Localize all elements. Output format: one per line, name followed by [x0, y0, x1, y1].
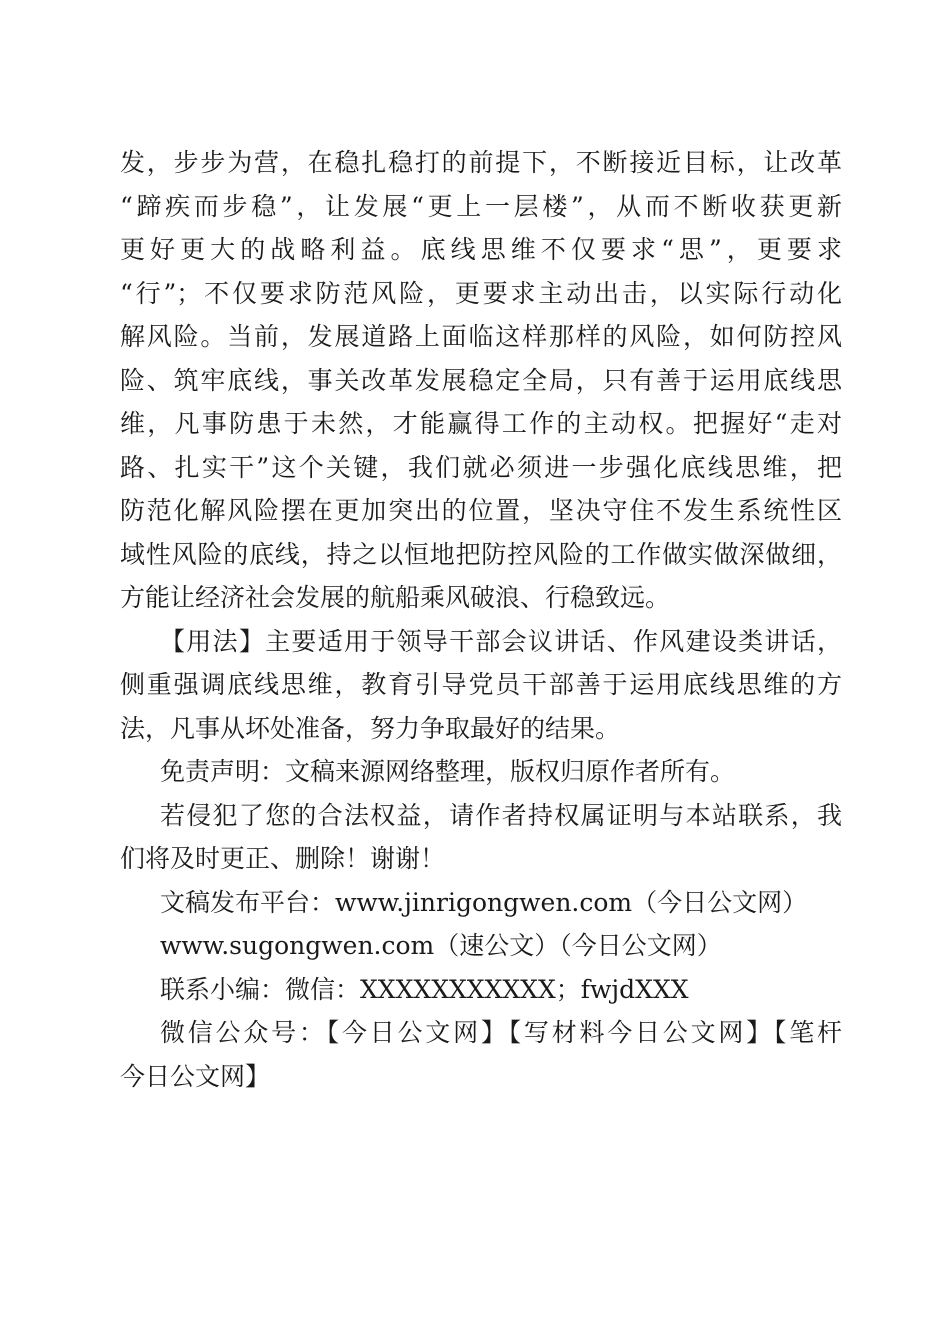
- text-line: 解风险。当前，发展道路上面临这样那样的风险，如何防控风: [120, 322, 842, 351]
- paragraph-bottom-line-thinking: [120, 141, 842, 620]
- text-line: 若侵犯了您的合法权益，请作者持权属证明与本站联系，我: [160, 800, 842, 830]
- paragraph-disclaimer: [120, 750, 842, 794]
- text-line: 文稿发布平台：www.jinrigongwen.com（今日公文网）: [160, 887, 808, 917]
- text-line: “行”；不仅要求防范风险，更要求主动出击，以实际行动化: [120, 278, 842, 308]
- text-line: 险、筑牢底线，事关改革发展稳定全局，只有善于运用底线思: [120, 365, 842, 395]
- text-line: 法，凡事从坏处准备，努力争取最好的结果。: [120, 713, 621, 743]
- paragraph-infringement: [120, 794, 842, 881]
- text-line: 【用法】主要适用于领导干部会议讲话、作风建设类讲话，: [160, 626, 842, 656]
- paragraph-usage: [120, 620, 842, 751]
- text-line: 免责声明：文稿来源网络整理，版权归原作者所有。: [160, 757, 736, 786]
- text-line: 联系小编：微信：XXXXXXXXXXX；fwjdXXX: [160, 974, 689, 1004]
- paragraph-platform-2: [120, 924, 842, 968]
- text-line: 维，凡事防患于未然，才能赢得工作的主动权。把握好“走对: [120, 409, 842, 438]
- text-line: 方能让经济社会发展的航船乘风破浪、行稳致远。: [120, 583, 671, 612]
- text-line: 今日公文网】: [120, 1061, 271, 1091]
- text-line: 微信公众号：【今日公文网】【写材料今日公文网】【笔杆: [160, 1018, 842, 1047]
- text-line: “蹄疾而步稳”，让发展“更上一层楼”，从而不断收获更新: [120, 191, 842, 221]
- paragraph-contact: [120, 968, 842, 1012]
- text-line: 更好更大的战略利益。底线思维不仅要求“思”，更要求: [120, 235, 842, 264]
- text-line: 们将及时更正、删除！谢谢！: [120, 844, 446, 873]
- text-line: 防范化解风险摆在更加突出的位置，坚决守住不发生系统性区: [120, 496, 842, 525]
- text-line: 发，步步为营，在稳扎稳打的前提下，不断接近目标，让改革: [120, 148, 842, 177]
- document-body: [120, 141, 842, 1098]
- paragraph-wechat: [120, 1011, 842, 1098]
- paragraph-platform: [120, 881, 842, 925]
- text-line: www.sugongwen.com（速公文）（今日公文网）: [160, 931, 722, 960]
- text-line: 域性风险的底线，持之以恒地把防控风险的工作做实做深做细，: [120, 539, 842, 569]
- text-line: 路、扎实干”这个关键，我们就必须进一步强化底线思维，把: [120, 452, 842, 482]
- text-line: 侧重强调底线思维，教育引导党员干部善于运用底线思维的方: [120, 670, 842, 699]
